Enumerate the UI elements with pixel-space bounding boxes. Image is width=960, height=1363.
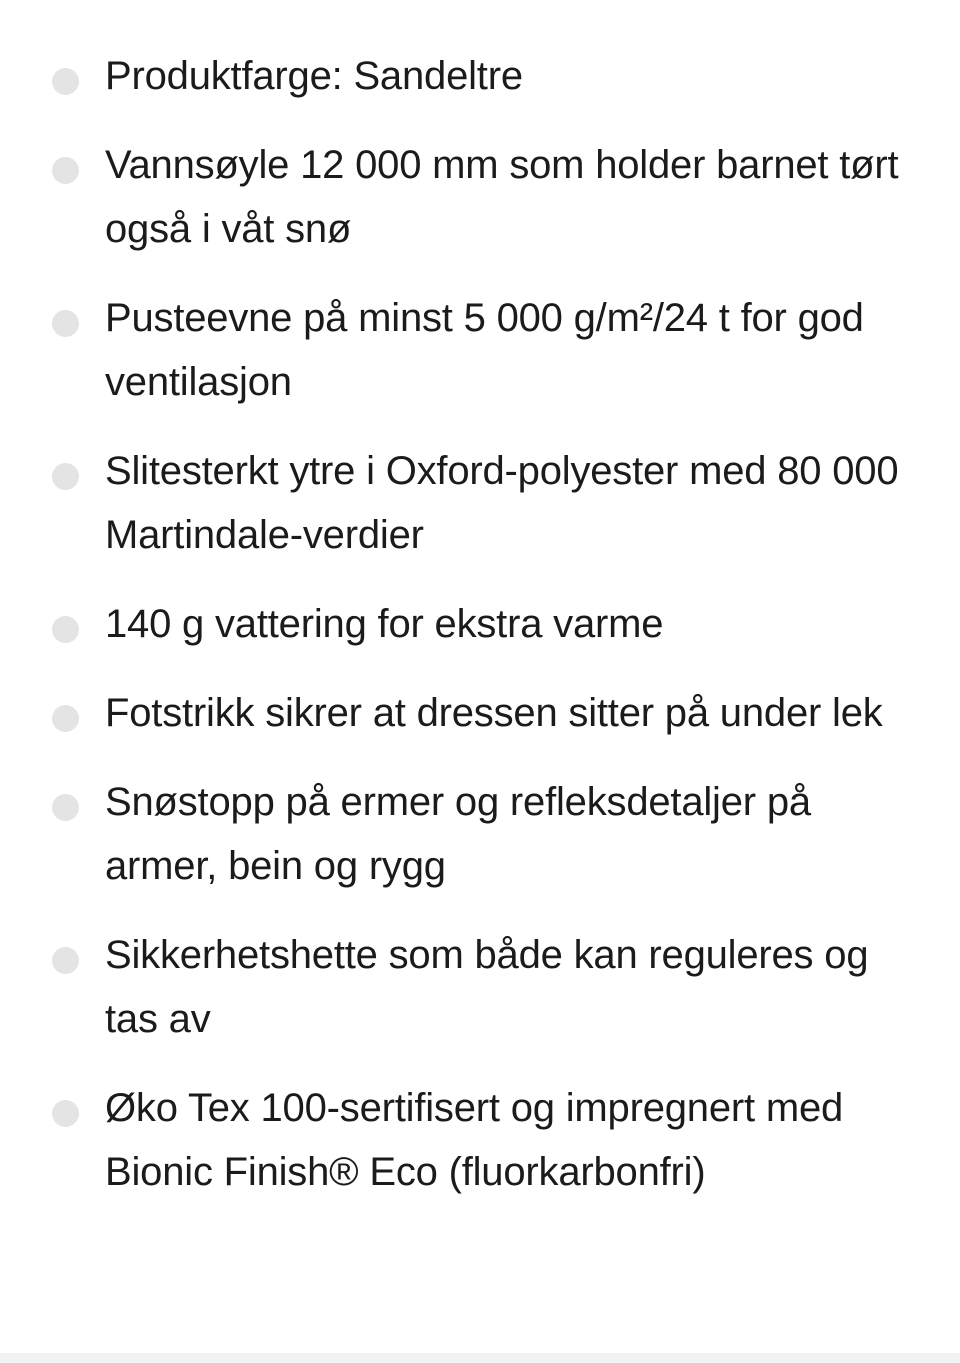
feature-list-item (0, 1076, 960, 1204)
feature-text: Produktfarge: Sandeltre (105, 54, 523, 98)
bullet-dot-icon (52, 794, 79, 821)
bullet-dot-icon (52, 947, 79, 974)
feature-list-item (0, 592, 960, 656)
bottom-divider (0, 1353, 960, 1363)
bullet-dot-icon (52, 1100, 79, 1127)
feature-text: Fotstrikk sikrer at dressen sitter på under lek (105, 691, 883, 735)
feature-text: 140 g vattering for ekstra varme (105, 602, 664, 646)
bullet-dot-icon (52, 616, 79, 643)
bullet-dot-icon (52, 705, 79, 732)
bullet-dot-icon (52, 310, 79, 337)
feature-list-item (0, 770, 960, 898)
bullet-dot-icon (52, 463, 79, 490)
bullet-dot-icon (52, 157, 79, 184)
feature-text: Vannsøyle 12 000 mm som holder barnet tørt også i våt snø (105, 143, 899, 251)
feature-text: Pusteevne på minst 5 000 g/m²/24 t for god ventilasjon (105, 296, 864, 404)
feature-list-item (0, 286, 960, 414)
feature-list-item (0, 681, 960, 745)
feature-list-item (0, 44, 960, 108)
feature-list-item (0, 133, 960, 261)
feature-text: Øko Tex 100-sertifisert og impregnert med Bionic Finish® Eco (fluorkarbonfri) (105, 1086, 844, 1194)
bullet-dot-icon (52, 68, 79, 95)
feature-text: Snøstopp på ermer og refleksdetaljer på armer, bein og rygg (105, 780, 811, 888)
feature-list-item (0, 923, 960, 1051)
feature-text: Slitesterkt ytre i Oxford-polyester med 80 000 Martindale-verdier (105, 449, 899, 557)
product-feature-list (0, 44, 960, 1229)
feature-list-item (0, 439, 960, 567)
feature-text: Sikkerhetshette som både kan reguleres og tas av (105, 933, 869, 1041)
